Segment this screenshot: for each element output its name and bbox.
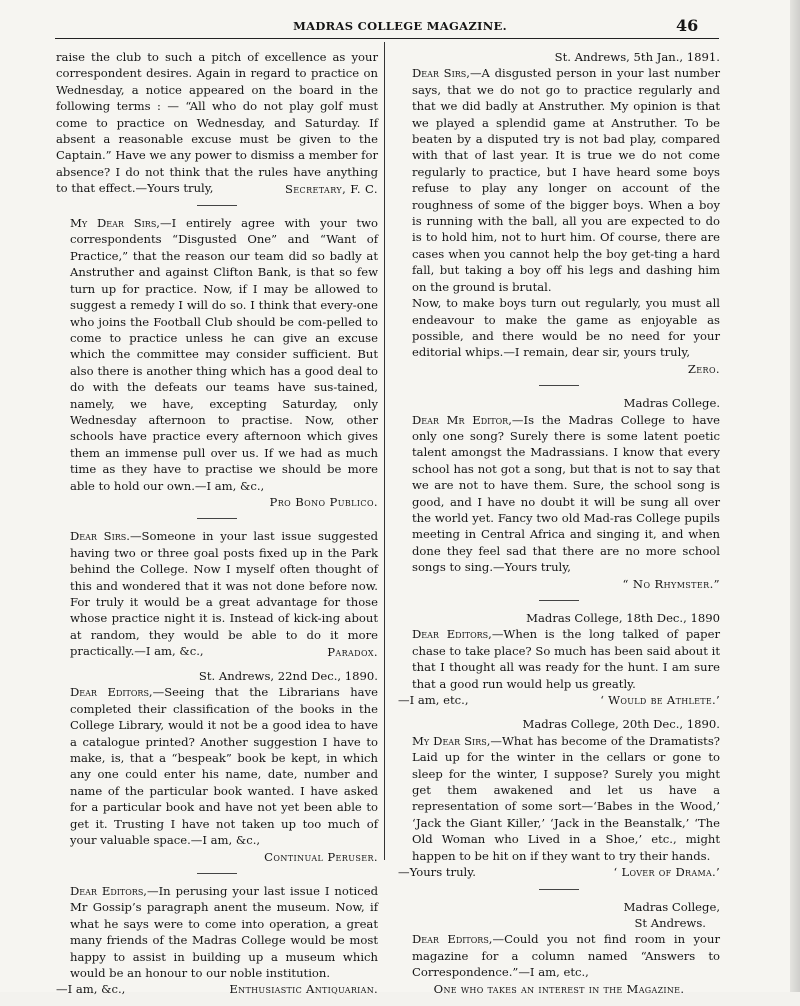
letter-body bbox=[398, 931, 720, 980]
letter-salutation: Dear Sirs, bbox=[412, 66, 470, 81]
right-column bbox=[398, 49, 720, 1005]
letter-secretary bbox=[56, 49, 378, 197]
separator-rule bbox=[539, 600, 579, 601]
letter-dateline: Madras College, 20th Dec., 1890. bbox=[522, 717, 720, 732]
separator-rule bbox=[197, 518, 237, 519]
letter-body bbox=[398, 412, 720, 576]
letter-text: —Seeing that the Librarians have completed their classification of the books in the College Library, would it not be a good idea to have a catalogue printed? Another suggestion I have to make, is, that a “bespeak” book be kept, in which any one could enter his name, date, number and name of the particular book wanted. I have asked for a particular book and have not yet been able to get it. Trusting I have not taken up too much of your valuable space.—I am, &c., bbox=[70, 685, 378, 848]
letter-signature: One who takes an interest in the Magazine. bbox=[433, 981, 685, 996]
magazine-title: MADRAS COLLEGE MAGAZINE. bbox=[293, 19, 507, 33]
letter-closing-line bbox=[398, 864, 720, 880]
letter-paradox bbox=[56, 528, 378, 660]
letter-signature: ‘ Would be Athlete.’ bbox=[600, 693, 720, 708]
letter-text: —When is the long talked of paper chase to take place? So much has been said about it that I thought all was ready for the hunt. I am sure that a good run would help us greatly. bbox=[412, 627, 720, 691]
letter-closing: —I am, &c., bbox=[56, 982, 126, 997]
letter-enthusiastic-antiquarian bbox=[56, 883, 378, 998]
letter-salutation: Dear Editors, bbox=[412, 932, 493, 947]
letter-text: —I entirely agree with your two correspondents “Disgusted One” and “Want of Practice,” that the reason our team did so badly at Anstruther and against Clifton Bank, is that so few turn up for practice. Now, if I may be allowed to suggest a remedy I will do so. I think that every-one who joins the Football Club should be com-pelled to come to practice unless he can give an excuse which the committee may consider sufficient. But also there is another thing which has a good deal to do with the defeats our teams have sus-tained, namely, we have, excepting Saturday, only Wednesday afternoon to practise. Now, other schools have practice every afternoon which gives them an immense pull over us. If we had as much time as they have to practise we should be more able to hold our own.—I am, &c., bbox=[70, 216, 378, 493]
letter-salutation: Dear Editors, bbox=[412, 627, 492, 642]
page-number: 46 bbox=[676, 16, 699, 35]
letter-text: —A disgusted person in your last number says, that we do not go to practice regularly and that we did badly at Anstruther. My opinion is that we played a splendid game at Anstruther. To be beaten by a disputed try is not bad play, compared with that of last year. It is true we do not come regularly to practice, but I have heard some boys refuse to play any longer on account of the roughness of some of the bigger boys. When a boy is running with the ball, all you are expected to do is to hold him, not to hurt him. Of course, there are cases when you cannot help the boy get-ting a hard fall, but taking a boy off his legs and dashing him on the ground is brutal. bbox=[412, 66, 720, 294]
letter-body bbox=[56, 215, 378, 494]
letter-signature: “ No Rhymster.” bbox=[622, 576, 720, 591]
letter-would-be-athlete bbox=[398, 610, 720, 708]
letter-dateline: St. Andrews, 22nd Dec., 1890. bbox=[198, 669, 378, 684]
letter-body-continued: Now, to make boys turn out regularly, you must all endeavour to make the game as enjoyable as possible, and there would be no need for your editorial whips.—I remain, dear sir, yours truly, bbox=[412, 296, 720, 360]
letter-lover-of-drama bbox=[398, 716, 720, 880]
separator-rule bbox=[539, 385, 579, 386]
letter-dateline: Madras College, bbox=[623, 899, 720, 914]
letter-closing: —I am, etc., bbox=[398, 693, 469, 708]
separator-rule bbox=[197, 205, 237, 206]
letter-dateline: Madras College, 18th Dec., 1890 bbox=[526, 611, 720, 625]
letter-signature: Continual Peruser. bbox=[264, 849, 378, 864]
separator-rule bbox=[197, 873, 237, 874]
letter-salutation: Dear Mr Editor, bbox=[412, 412, 512, 427]
letter-text: —Could you not find room in your magazine for a column named “Answers to Correspondence.”—I am, etc., bbox=[412, 932, 720, 980]
letter-dateline: Madras College. bbox=[623, 396, 720, 411]
letter-body: raise the club to such a pitch of excellence as your correspondent desires. Again in regard to practice on Wednesday, a notice appeared on the board in the following terms : — “All who do not play golf must come to practice on Wednesday, and Saturday. If absent a reasonable excuse must be given to the Captain.” Have we any power to dismiss a member for absence? I do not think that the rules have anything to that effect.—Yours truly, bbox=[56, 50, 378, 196]
letter-pro-bono-publico bbox=[56, 215, 378, 510]
letter-body bbox=[56, 684, 378, 848]
letter-text: —What has become of the Dramatists? Laid up for the winter in the cellars or gone to sleep for the winter, I suppose? Surely you might get them awakened and let us have a representation of some sort—‘Babes in the Wood,’ ‘Jack the Giant Killer,’ ‘Jack in the Beanstalk,’ ‘The Old Woman who Lived in a Shoe,’ etc., might happen to be hit on if they want to try their hands. bbox=[412, 733, 720, 863]
letter-signature: Paradox. bbox=[327, 644, 378, 659]
letter-body bbox=[398, 65, 720, 295]
letter-no-rhymster bbox=[398, 395, 720, 592]
letter-salutation: My Dear Sirs, bbox=[70, 216, 160, 231]
header-rule bbox=[55, 38, 719, 39]
letter-answers-to-correspondence bbox=[398, 899, 720, 997]
letter-body bbox=[398, 626, 720, 692]
letter-signature: Pro Bono Publico. bbox=[269, 494, 378, 509]
letter-closing: —Yours truly. bbox=[398, 865, 476, 880]
letter-continual-peruser bbox=[56, 668, 378, 865]
letter-signature: Secretary, F. C. bbox=[284, 181, 378, 196]
letter-text: —Someone in your last issue suggested having two or three goal posts fixed up in the Park behind the College. Now I myself often thought of this and wondered that it was not done before now. For truly it would be a great advantage for those whose practice night it is. Instead of kick-ing about at random, they would be able to do it more practically.—I am, &c., bbox=[70, 529, 378, 659]
letter-closing-line bbox=[56, 981, 378, 997]
letter-signature: Zero. bbox=[687, 361, 720, 376]
letter-body bbox=[56, 528, 378, 659]
letter-text: —Is the Madras College to have only one song? Surely there is some latent poetic talent amongst the Madrassians. I know that every school has not got a song, but that is not to say that we are not to have them. Sure, the school song is good, and I have no doubt it will be sung all over the world yet. Fancy two old Mad-ras College pupils meeting in Central Africa and singing it, and when done they feel sad that there are no more school songs to sing.—Yours truly, bbox=[412, 412, 720, 575]
page-edge-shadow bbox=[790, 0, 800, 992]
letter-closing-line bbox=[398, 692, 720, 708]
letter-zero bbox=[398, 49, 720, 377]
letter-signature: ‘ Lover of Drama.’ bbox=[613, 865, 720, 880]
letter-salutation: Dear Editors, bbox=[70, 685, 153, 700]
letter-salutation: My Dear Sirs, bbox=[412, 733, 491, 748]
letter-dateline: St. Andrews, 5th Jan., 1891. bbox=[554, 50, 720, 64]
letter-dateline-2: St Andrews. bbox=[634, 915, 706, 930]
letter-body bbox=[398, 733, 720, 864]
letter-signature: Enthusiastic Antiquarian. bbox=[229, 982, 378, 997]
separator-rule bbox=[539, 889, 579, 890]
letter-body bbox=[56, 883, 378, 981]
column-divider bbox=[384, 42, 385, 860]
letter-text: —In perusing your last issue I noticed Mr Gossip’s paragraph anent the museum. Now, if what he says were to come into operation, a great many friends of the Madras College would be most happy to assist in building up a museum which would be an honour to our noble institution. bbox=[70, 883, 378, 980]
letter-salutation: Dear Editors, bbox=[70, 883, 147, 898]
letter-salutation: Dear Sirs. bbox=[70, 529, 130, 544]
left-column bbox=[56, 49, 378, 1006]
